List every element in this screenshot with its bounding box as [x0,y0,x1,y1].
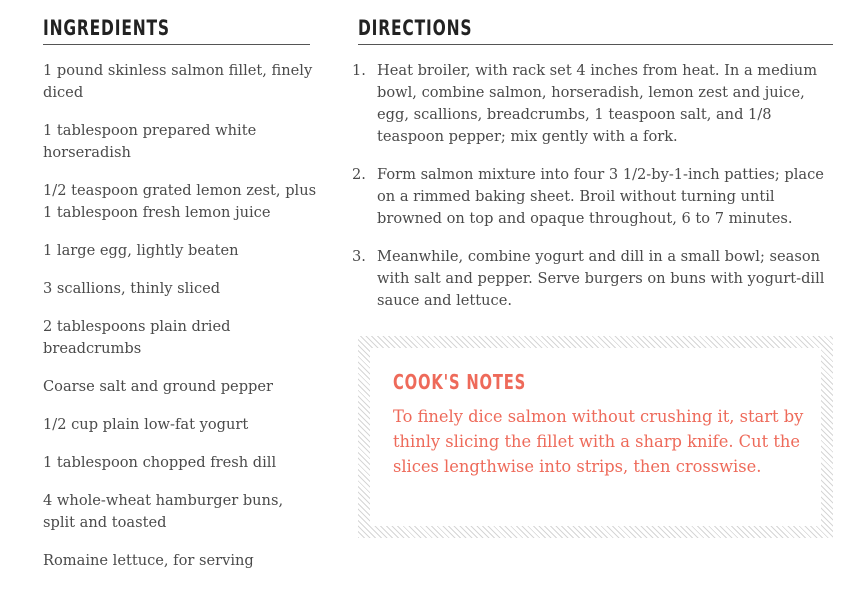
directions-list [352,60,832,328]
step-text: Meanwhile, combine yogurt and dill in a small bowl; season with salt and pepper. Serve burgers on buns with yogurt-dill sauce and lettuce. [377,248,825,309]
ingredient-item: 3 scallions, thinly sliced [43,280,221,297]
ingredients-divider [43,44,310,45]
step-number: 2. [352,166,366,183]
directions-divider [358,44,833,45]
step-number: 3. [352,248,366,265]
direction-step [352,164,832,230]
ingredient-item: 1/2 teaspoon grated lemon zest, plus 1 tablespoon fresh lemon juice [43,182,317,221]
ingredient-item: 1 pound skinless salmon fillet, finely diced [43,62,313,101]
ingredient-item: Romaine lettuce, for serving [43,552,254,569]
cooks-notes-title: COOK'S NOTES [393,370,527,394]
ingredients-list [43,60,318,588]
step-text: Form salmon mixture into four 3 1/2-by-1-inch patties; place on a rimmed baking sheet. Broil without turning until browned on top and opaque throughout, 6 to 7 minutes. [377,166,824,227]
ingredient-item: 4 whole-wheat hamburger buns, split and toasted [43,492,284,531]
directions-heading: DIRECTIONS [358,16,473,40]
ingredient-item: 1 large egg, lightly beaten [43,242,239,259]
step-text: Heat broiler, with rack set 4 inches from heat. In a medium bowl, combine salmon, horseradish, lemon zest and juice, egg, scallions, breadcrumbs, 1 teaspoon salt, and 1/8 teaspoon pepper; mix gently with a fork. [377,62,818,145]
ingredient-item: 2 tablespoons plain dried breadcrumbs [43,318,231,357]
ingredient-item: Coarse salt and ground pepper [43,378,273,395]
ingredient-item: 1 tablespoon chopped fresh dill [43,454,277,471]
step-number: 1. [352,62,366,79]
direction-step [352,60,832,148]
cooks-notes-text: To finely dice salmon without crushing it, start by thinly slicing the fillet with a sharp knife. Cut the slices lengthwise into strips, then crosswise. [393,407,804,476]
ingredient-item: 1/2 cup plain low-fat yogurt [43,416,249,433]
ingredient-item: 1 tablespoon prepared white horseradish [43,122,257,161]
direction-step [352,246,832,312]
ingredients-heading: INGREDIENTS [43,16,170,40]
